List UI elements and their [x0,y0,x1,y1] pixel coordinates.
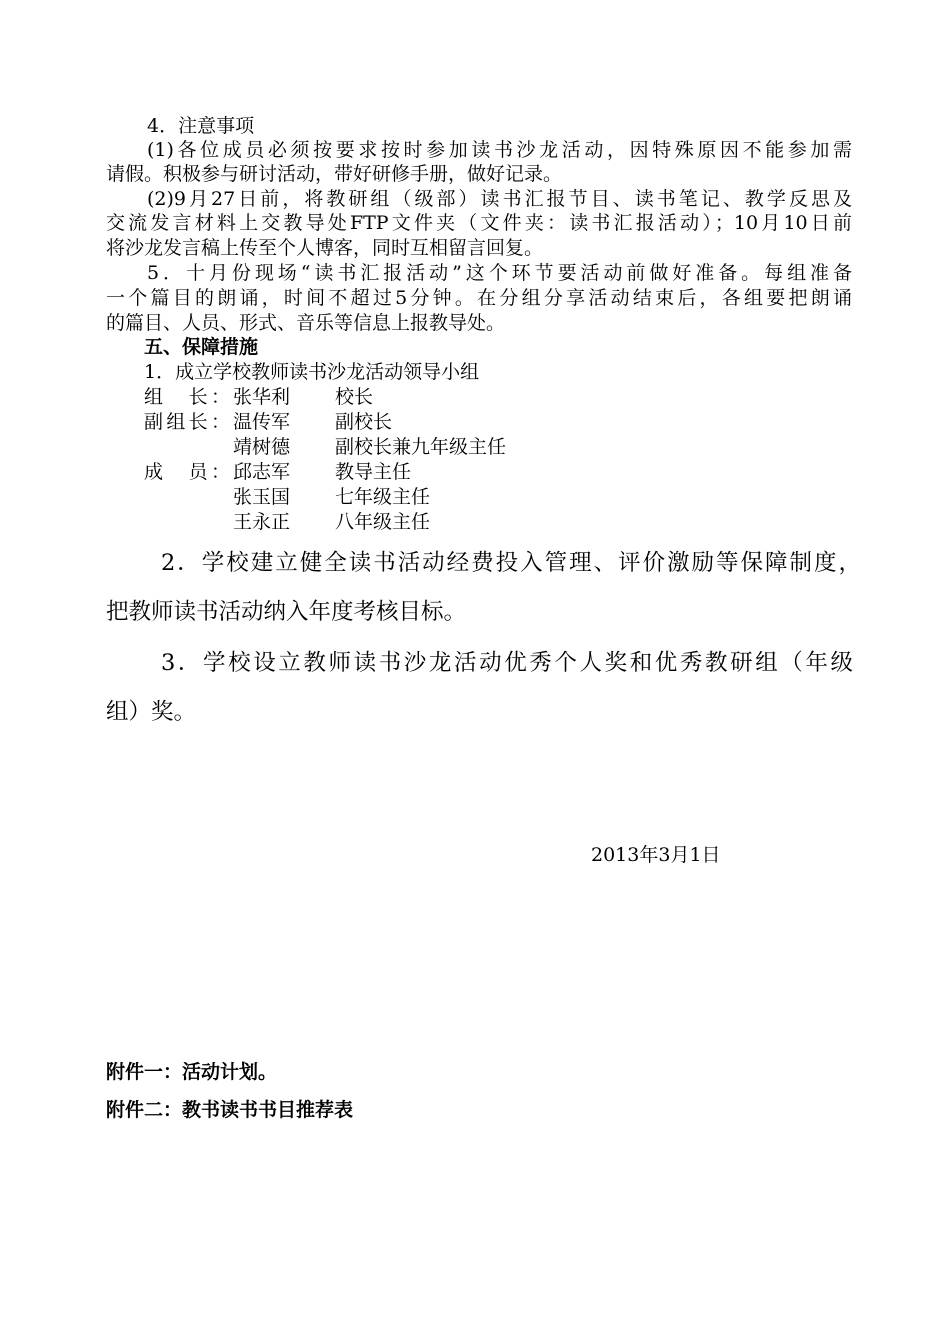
member2-name: 张玉国 [233,486,291,508]
section4-item1-line2: 请假。积极参与研讨活动，带好研修手册，做好记录。 [106,163,563,185]
attachment-2: 附件二：教书读书书目推荐表 [106,1099,354,1121]
section5-line1: 5．十月份现场“读书汇报活动”这个环节要活动前做好准备。每组准备 [147,262,852,284]
member1-role: 教导主任 [335,461,412,483]
section5-line2: 一个篇目的朗诵，时间不超过5分钟。在分组分享活动结束后，各组要把朗诵 [106,287,852,309]
member-label: 成 员： [144,461,230,483]
guarantee-item3-line1: 3．学校设立教师读书沙龙活动优秀个人奖和优秀教研组（年级 [161,650,853,676]
section4-item2-line1: (2)9月27日前，将教研组（级部）读书汇报节目、读书笔记、教学反思及 [147,188,852,210]
section4-item2-line2: 交流发言材料上交教导处FTP文件夹（文件夹：读书汇报活动）；10月10日前 [106,212,852,234]
deputy2-name: 靖树德 [233,436,291,458]
member2-role: 七年级主任 [335,486,431,508]
section4-item2-line3: 将沙龙发言稿上传至个人博客，同时互相留言回复。 [106,237,544,259]
guarantee-title: 五、保障措施 [144,336,259,358]
deputy1-role: 副校长 [335,411,393,433]
attachment-1: 附件一：活动计划。 [106,1061,278,1083]
guarantee-item3-line2: 组）奖。 [106,699,197,725]
member1-name: 邱志军 [233,461,291,483]
guarantee-item2-line2: 把教师读书活动纳入年度考核目标。 [106,599,467,625]
section5-line3: 的篇目、人员、形式、音乐等信息上报教导处。 [106,312,506,334]
member3-name: 王永正 [233,511,291,533]
leader-name: 张华利 [233,386,291,408]
document-date: 2013年3月1日 [591,844,721,866]
deputy-label: 副组长： [144,411,230,433]
member3-role: 八年级主任 [335,511,431,533]
guarantee-item1: 1．成立学校教师读书沙龙活动领导小组 [144,361,480,383]
leader-label: 组 长： [144,386,230,408]
section4-item1-line1: (1)各位成员必须按要求按时参加读书沙龙活动，因特殊原因不能参加需 [147,139,852,161]
guarantee-item2-line1: 2．学校建立健全读书活动经费投入管理、评价激励等保障制度， [161,550,861,576]
leader-role: 校长 [335,386,374,408]
deputy2-role: 副校长兼九年级主任 [335,436,507,458]
deputy1-name: 温传军 [233,411,291,433]
section4-heading: 4．注意事项 [147,115,255,137]
